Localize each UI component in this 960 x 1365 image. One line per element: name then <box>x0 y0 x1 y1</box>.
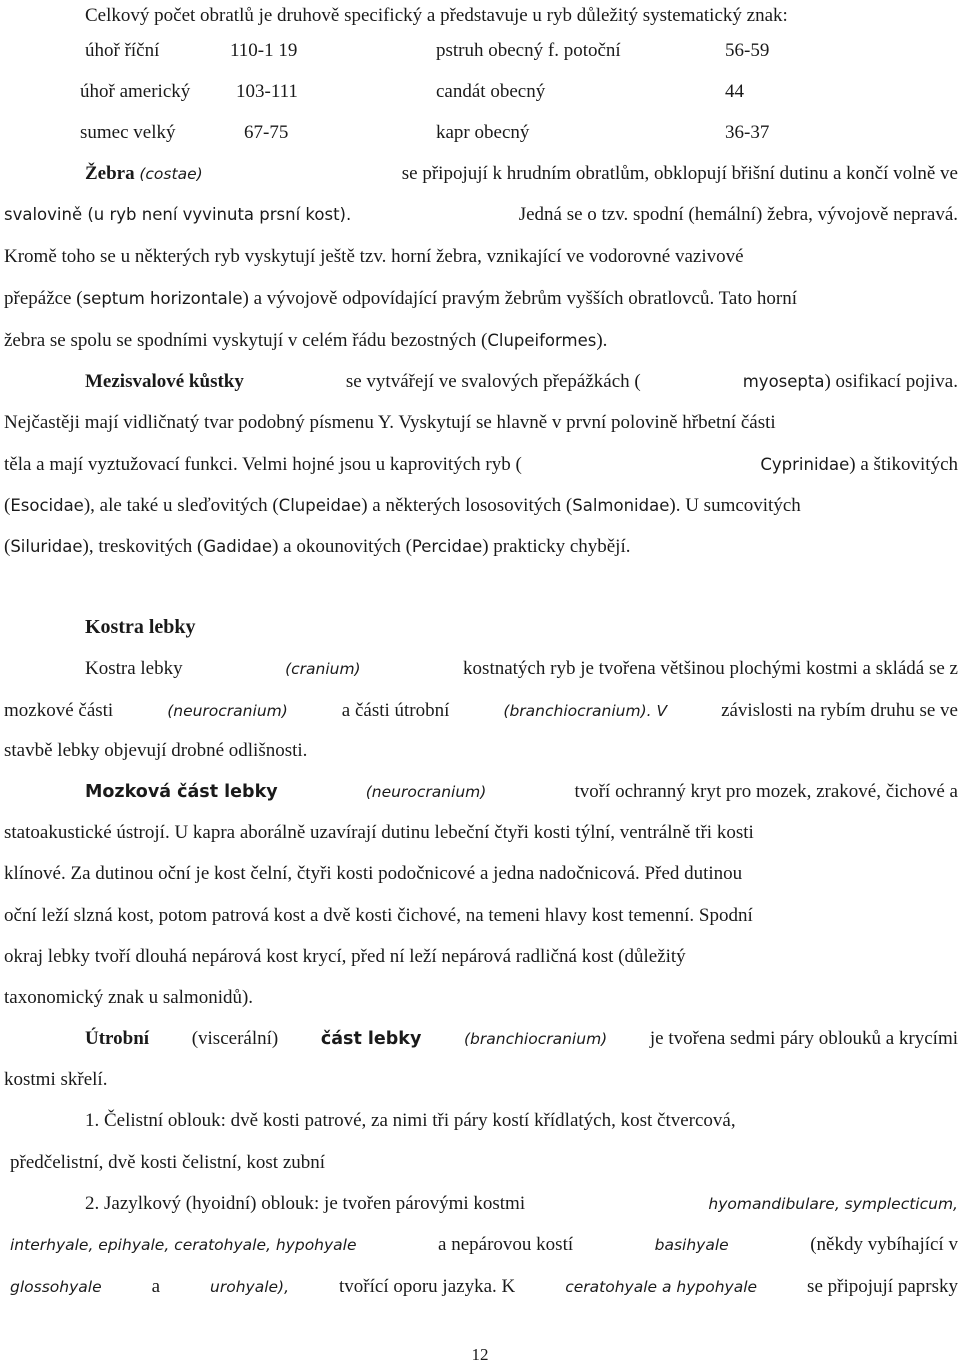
latin-term: hyomandibulare, symplecticum, <box>708 1195 958 1213</box>
text-span: je tvořena sedmi páry oblouků a krycími <box>649 1028 958 1049</box>
text-span: ). U sumcovitých <box>669 495 801 516</box>
term: Mozková část lebky <box>85 782 278 802</box>
text-span: těla a mají vyztužovací funkci. Velmi hojné jsou u kaprovitých ryb ( <box>4 454 522 475</box>
text-line: statoakustické ústrojí. U kapra aborálně uzavírají dutinu lebeční čtyři kosti týlní, ventrálně tři kosti <box>4 822 754 843</box>
latin-term: glossohyale <box>10 1278 102 1296</box>
latin-term: (cranium) <box>285 660 361 678</box>
table-cell: 67-75 <box>244 122 289 143</box>
text-line: taxonomický znak u salmonidů). <box>4 987 254 1008</box>
text-span: kostnatých ryb je tvořena většinou plochými kostmi a skládá se z <box>463 658 958 679</box>
text-span: ) a vývojově odpovídající pravým žebrům vyšších obratlovců. Tato horní <box>242 288 797 309</box>
text-line <box>4 699 958 723</box>
latin-term: (branchiocranium). V <box>503 702 668 720</box>
latin-term: septum horizontale <box>82 289 243 308</box>
text-line: Celkový počet obratlů je druhově specifický a představuje u ryb důležitý systematický znak: <box>85 5 788 26</box>
table-cell: 103-111 <box>236 81 298 102</box>
text-line: předčelistní, dvě kosti čelistní, kost zubní <box>10 1152 326 1173</box>
latin-term: Clupeidae <box>278 496 362 515</box>
latin-term: interhyale, epihyale, ceratohyale, hypohyale <box>10 1236 357 1254</box>
text-span: ). <box>596 330 608 351</box>
latin-term: Esocidae <box>10 496 84 515</box>
text-span: (někdy vybíhající v <box>810 1234 958 1255</box>
text-span: přepážce ( <box>4 288 83 309</box>
text-span: (viscerální) <box>191 1028 279 1049</box>
table-cell: sumec velký <box>80 122 176 143</box>
term: Útrobní <box>85 1028 150 1049</box>
table-cell: úhoř americký <box>80 81 191 102</box>
text-span: mozkové části <box>4 700 114 721</box>
text-span: svalovině (u ryb není vyvinuta prsní kost). <box>4 205 352 224</box>
table-cell: candát obecný <box>436 81 546 102</box>
text-line <box>4 453 958 477</box>
table-cell: 44 <box>725 81 744 102</box>
table-cell: kapr obecný <box>436 122 530 143</box>
text-line <box>4 329 958 353</box>
term: část lebky <box>320 1029 422 1049</box>
text-span: a <box>151 1276 161 1297</box>
latin-term: Cyprinidae <box>760 455 850 474</box>
text-span: ) osifikací pojiva. <box>824 371 958 392</box>
text-line: stavbě lebky objevují drobné odlišnosti. <box>4 740 308 761</box>
text-line <box>4 203 958 227</box>
text-line: Nejčastěji mají vidličnatý tvar podobný písmenu Y. Vyskytují se hlavně v první polovině hřbetní části <box>4 412 776 433</box>
latin-term: basihyale <box>654 1236 729 1254</box>
text-span: ) prakticky chybějí. <box>482 536 631 557</box>
text-span: se připojují paprsky <box>807 1276 958 1297</box>
latin-term: Percidae <box>411 537 483 556</box>
text-span: a nepárovou kostí <box>438 1234 574 1255</box>
text-span: Jedná se o tzv. spodní (hemální) žebra, vývojově nepravá. <box>518 204 958 225</box>
text-span: tvoří ochranný kryt pro mozek, zrakové, čichové a <box>574 781 958 802</box>
text-span: se vytvářejí ve svalových přepážkách ( <box>345 371 641 392</box>
text-span: závislosti na rybím druhu se ve <box>721 700 958 721</box>
latin-term: myosepta <box>742 372 825 391</box>
text-line <box>85 780 958 804</box>
text-span: Kostra lebky <box>85 658 183 679</box>
text-line <box>85 1192 958 1216</box>
latin-term: (branchiocranium) <box>464 1030 608 1048</box>
text-span: ) a štikovitých <box>849 454 958 475</box>
text-line: okraj lebky tvoří dlouhá nepárová kost krycí, před ní leží nepárová radličná kost (důležitý <box>4 946 686 967</box>
text-line <box>10 1275 958 1299</box>
table-cell: úhoř říční <box>85 40 160 61</box>
table-cell: 56-59 <box>725 40 770 61</box>
text-line <box>10 1233 958 1257</box>
text-line <box>4 494 958 518</box>
page-number: 12 <box>471 1345 489 1364</box>
latin-term: Salmonidae <box>572 496 670 515</box>
text-line: Kromě toho se u některých ryb vyskytují ještě tzv. horní žebra, vznikající ve vodorovné vazivové <box>4 246 744 267</box>
latin-term: (costae) <box>139 165 203 183</box>
latin-term: (neurocranium) <box>365 783 487 801</box>
text-line: 1. Čelistní oblouk: dvě kosti patrové, za nimi tři páry kostí křídlatých, kost čtvercová, <box>85 1110 736 1131</box>
latin-term: Gadidae <box>203 537 273 556</box>
latin-term: Siluridae <box>10 537 83 556</box>
text-span: a části útrobní <box>341 700 450 721</box>
text-span: ( <box>4 495 11 516</box>
table-cell: pstruh obecný f. potoční <box>436 40 621 61</box>
text-span: se připojují k hrudním obratlům, obklopují břišní dutinu a končí volně ve <box>401 163 958 184</box>
section-heading: Kostra lebky <box>85 616 196 638</box>
text-line: klínové. Za dutinou oční je kost čelní, čtyři kosti podočnicové a jedna nadočnicová. Před dutinou <box>4 863 743 884</box>
term: Žebra <box>85 163 135 184</box>
table-cell: 36-37 <box>725 122 770 143</box>
text-line <box>85 657 958 681</box>
text-span: ), treskovitých ( <box>82 536 204 557</box>
latin-term: urohyale), <box>210 1278 290 1296</box>
text-line <box>85 162 958 186</box>
text-span: tvořící oporu jazyka. K <box>339 1276 516 1297</box>
text-line <box>4 535 958 559</box>
term: Mezisvalové kůstky <box>85 371 244 392</box>
text-span: žebra se spolu se spodními vyskytují v celém řádu bezostných ( <box>4 330 488 351</box>
text-span: 2. Jazylkový (hyoidní) oblouk: je tvořen párovými kostmi <box>85 1193 526 1214</box>
text-line <box>4 287 958 311</box>
text-span: ), ale také u sleďovitých ( <box>83 495 279 516</box>
text-line <box>85 370 958 394</box>
text-line <box>85 1027 958 1051</box>
text-span: ) a některých lososovitých ( <box>361 495 573 516</box>
latin-term: (neurocranium) <box>167 702 288 720</box>
latin-term: Clupeiformes <box>487 331 597 350</box>
text-span: ( <box>4 536 11 557</box>
table-cell: 110-1 19 <box>230 40 298 61</box>
text-span: ) a okounovitých ( <box>272 536 412 557</box>
text-line: oční leží slzná kost, potom patrová kost a dvě kosti čichové, na temeni hlavy kost temenní. Spodní <box>4 905 753 926</box>
latin-term: ceratohyale a hypohyale <box>565 1278 758 1296</box>
text-line: kostmi skřelí. <box>4 1069 108 1090</box>
